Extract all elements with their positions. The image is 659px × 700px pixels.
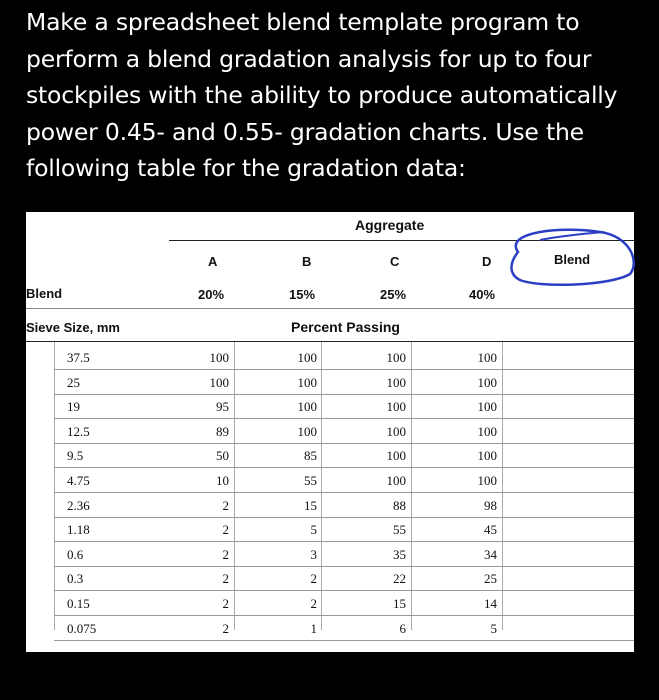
sieve-size-cell: 0.6 (67, 546, 84, 562)
percent-passing-cell: 100 (477, 399, 497, 415)
table-row (26, 592, 634, 616)
sieve-size-cell: 0.15 (67, 596, 90, 611)
aggregate-label-d: D (482, 254, 492, 269)
percent-passing-cell: 25 (484, 571, 497, 587)
table-row (26, 567, 634, 591)
percent-passing-cell: 1 (310, 620, 317, 636)
table-row (26, 617, 634, 641)
sieve-size-cell: 19 (67, 399, 80, 415)
percent-passing-cell: 2 (222, 522, 229, 538)
percent-passing-cell: 100 (477, 473, 497, 488)
percent-passing-cell: 22 (393, 571, 406, 587)
percent-passing-header: Percent Passing (291, 319, 400, 335)
percent-passing-cell: 14 (484, 596, 497, 611)
percent-passing-cell: 100 (386, 448, 406, 464)
percent-passing-cell: 5 (490, 620, 497, 636)
percent-passing-cell: 5 (310, 522, 317, 538)
body-top-rule (26, 341, 634, 342)
percent-passing-cell: 89 (216, 423, 229, 439)
blend-percent-b: 15% (289, 287, 316, 302)
percent-passing-cell: 2 (222, 497, 229, 513)
percent-passing-cell: 3 (310, 546, 317, 562)
sieve-size-cell: 2.36 (67, 497, 90, 513)
blend-rule (26, 308, 634, 309)
percent-passing-cell: 50 (216, 448, 229, 464)
blend-circle-annotation (500, 222, 640, 292)
blend-percent-a: 20% (198, 287, 225, 302)
table-row (26, 494, 634, 518)
table-row (26, 346, 634, 370)
percent-passing-cell: 55 (304, 473, 317, 488)
percent-passing-cell: 2 (222, 596, 229, 611)
aggregate-label-b: B (302, 254, 312, 269)
aggregate-label-c: C (390, 254, 400, 269)
table-row (26, 371, 634, 395)
percent-passing-cell: 10 (216, 473, 229, 488)
percent-passing-cell: 100 (297, 423, 317, 439)
percent-passing-cell: 100 (477, 423, 497, 439)
percent-passing-cell: 2 (222, 571, 229, 587)
blend-percent-c: 25% (380, 287, 407, 302)
percent-passing-cell: 55 (393, 522, 406, 538)
percent-passing-cell: 100 (386, 374, 406, 390)
table-row (26, 469, 634, 493)
sieve-size-cell: 0.075 (67, 620, 97, 636)
percent-passing-cell: 100 (477, 350, 497, 365)
percent-passing-cell: 34 (484, 546, 497, 562)
aggregate-header: Aggregate (355, 217, 425, 233)
blend-column-label: Blend (554, 252, 591, 267)
row-rule (54, 640, 634, 641)
table-row (26, 518, 634, 542)
sieve-size-cell: 1.18 (67, 522, 90, 538)
percent-passing-cell: 100 (386, 423, 406, 439)
percent-passing-cell: 35 (393, 546, 406, 562)
percent-passing-cell: 100 (477, 374, 497, 390)
sieve-size-cell: 12.5 (67, 423, 90, 439)
sieve-size-cell: 4.75 (67, 473, 90, 488)
percent-passing-cell: 6 (399, 620, 406, 636)
sieve-size-cell: 0.3 (67, 571, 84, 587)
blend-row-label: Blend (26, 286, 63, 301)
percent-passing-cell: 88 (393, 497, 406, 513)
table-row (26, 543, 634, 567)
table-row (26, 444, 634, 468)
sieve-size-cell: 37.5 (67, 350, 90, 365)
percent-passing-cell: 2 (222, 620, 229, 636)
percent-passing-cell: 100 (477, 448, 497, 464)
percent-passing-cell: 100 (297, 350, 317, 365)
percent-passing-cell: 2 (222, 546, 229, 562)
question-text: Make a spreadsheet blend template program to perform a blend gradation analysis for up to four stockpiles with the ability to produce automatically power 0.45- and 0.55- gradation charts. Use the following table for the gradation data: (26, 8, 618, 182)
table-row (26, 420, 634, 444)
percent-passing-cell: 85 (304, 448, 317, 464)
percent-passing-cell: 100 (386, 399, 406, 415)
percent-passing-cell: 95 (216, 399, 229, 415)
aggregate-label-a: A (208, 254, 218, 269)
percent-passing-cell: 98 (484, 497, 497, 513)
blend-percent-d: 40% (469, 287, 496, 302)
percent-passing-cell: 15 (393, 596, 406, 611)
percent-passing-cell: 100 (209, 374, 229, 390)
sieve-size-cell: 9.5 (67, 448, 84, 464)
sieve-size-header: Sieve Size, mm (26, 320, 120, 335)
percent-passing-cell: 100 (297, 374, 317, 390)
percent-passing-cell: 100 (386, 350, 406, 365)
percent-passing-cell: 2 (310, 596, 317, 611)
percent-passing-cell: 100 (297, 399, 317, 415)
percent-passing-cell: 100 (209, 350, 229, 365)
percent-passing-cell: 15 (304, 497, 317, 513)
percent-passing-cell: 2 (310, 571, 317, 587)
sieve-size-cell: 25 (67, 374, 80, 390)
table-row (26, 395, 634, 419)
percent-passing-cell: 45 (484, 522, 497, 538)
percent-passing-cell: 100 (386, 473, 406, 488)
